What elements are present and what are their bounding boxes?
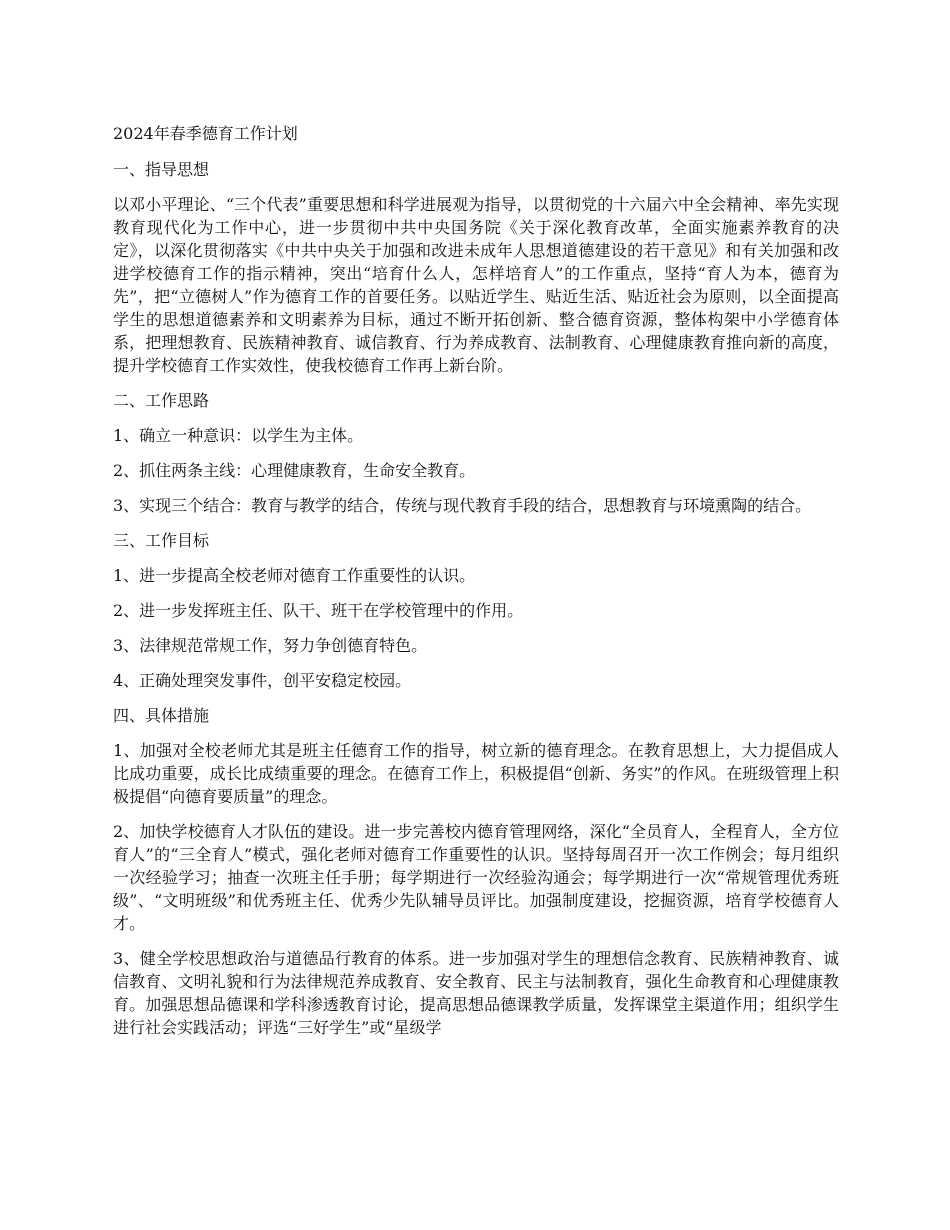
paragraph: 以邓小平理论、“三个代表”重要思想和科学进展观为指导，以贯彻党的十六届六中全会精神、率先实现教育现代化为工作中心，进一步贯彻中共中央国务院《关于深化教育改革，全面实施素养教育的决定》，以深化贯彻落实《中共中央关于加强和改进未成年人思想道德建设的若干意见》和有关加强和改进学校德育工作的指示精神，突出“培育什么人，怎样培育人”的工作重点，坚持“育人为本，德育为先”，把“立德树人”作为德育工作的首要任务。以贴近学生、贴近生活、贴近社会为原则，以全面提高学生的思想道德素养和文明素养为目标，通过不断开拓创新、整合德育资源，整体构架中小学德育体系，把理想教育、民族精神教育、诚信教育、行为养成教育、法制教育、心理健康教育推向新的高度，提升学校德育工作实效性，使我校德育工作再上新台阶。	[113, 195, 839, 375]
section-heading-work-goals: 三、工作目标	[113, 531, 210, 550]
paragraph: 1、加强对全校老师尤其是班主任德育工作的指导，树立新的德育理念。在教育思想上，大力提倡成人比成功重要，成长比成绩重要的理念。在德育工作上，积极提倡“创新、务实”的作风。在班级管理上积极提倡“向德育要质量”的理念。	[113, 741, 839, 806]
paragraph: 3、健全学校思想政治与道德品行教育的体系。进一步加强对学生的理想信念教育、民族精神教育、诚信教育、文明礼貌和行为法律规范养成教育、安全教育、民主与法制教育，强化生命教育和心理健康教育。加强思想品德课和学科渗透教育讨论，提高思想品德课教学质量，发挥课堂主渠道作用；组织学生进行社会实践活动；评选“三好学生”或“星级学	[113, 949, 839, 1037]
list-item: 1、确立一种意识：以学生为主体。	[113, 426, 364, 445]
document-title: 2024年春季德育工作计划	[113, 124, 298, 143]
list-item: 1、进一步提高全校老师对德育工作重要性的认识。	[113, 566, 476, 585]
section-heading-work-approach: 二、工作思路	[113, 391, 210, 410]
list-item: 4、正确处理突发事件，创平安稳定校园。	[113, 671, 412, 690]
list-item: 3、实现三个结合：教育与教学的结合，传统与现代教育手段的结合，思想教育与环境熏陶的结合。	[113, 496, 812, 515]
list-item: 2、进一步发挥班主任、队干、班干在学校管理中的作用。	[113, 601, 524, 620]
document-page	[113, 122, 839, 1051]
list-item: 3、法律规范常规工作，努力争创德育特色。	[113, 636, 428, 655]
section-heading-specific-measures: 四、具体措施	[113, 706, 210, 725]
paragraph: 2、加快学校德育人才队伍的建设。进一步完善校内德育管理网络，深化“全员育人，全程育人，全方位育人”的“三全育人”模式，强化老师对德育工作重要性的认识。坚持每周召开一次工作例会；每月组织一次经验学习；抽查一次班主任手册；每学期进行一次经验沟通会；每学期进行一次“常规管理优秀班级”、“文明班级”和优秀班主任、优秀少先队辅导员评比。加强制度建设，挖掘资源，培育学校德育人才。	[113, 822, 839, 933]
section-heading-guiding-ideology: 一、指导思想	[113, 160, 210, 179]
list-item: 2、抓住两条主线：心理健康教育，生命安全教育。	[113, 461, 476, 480]
